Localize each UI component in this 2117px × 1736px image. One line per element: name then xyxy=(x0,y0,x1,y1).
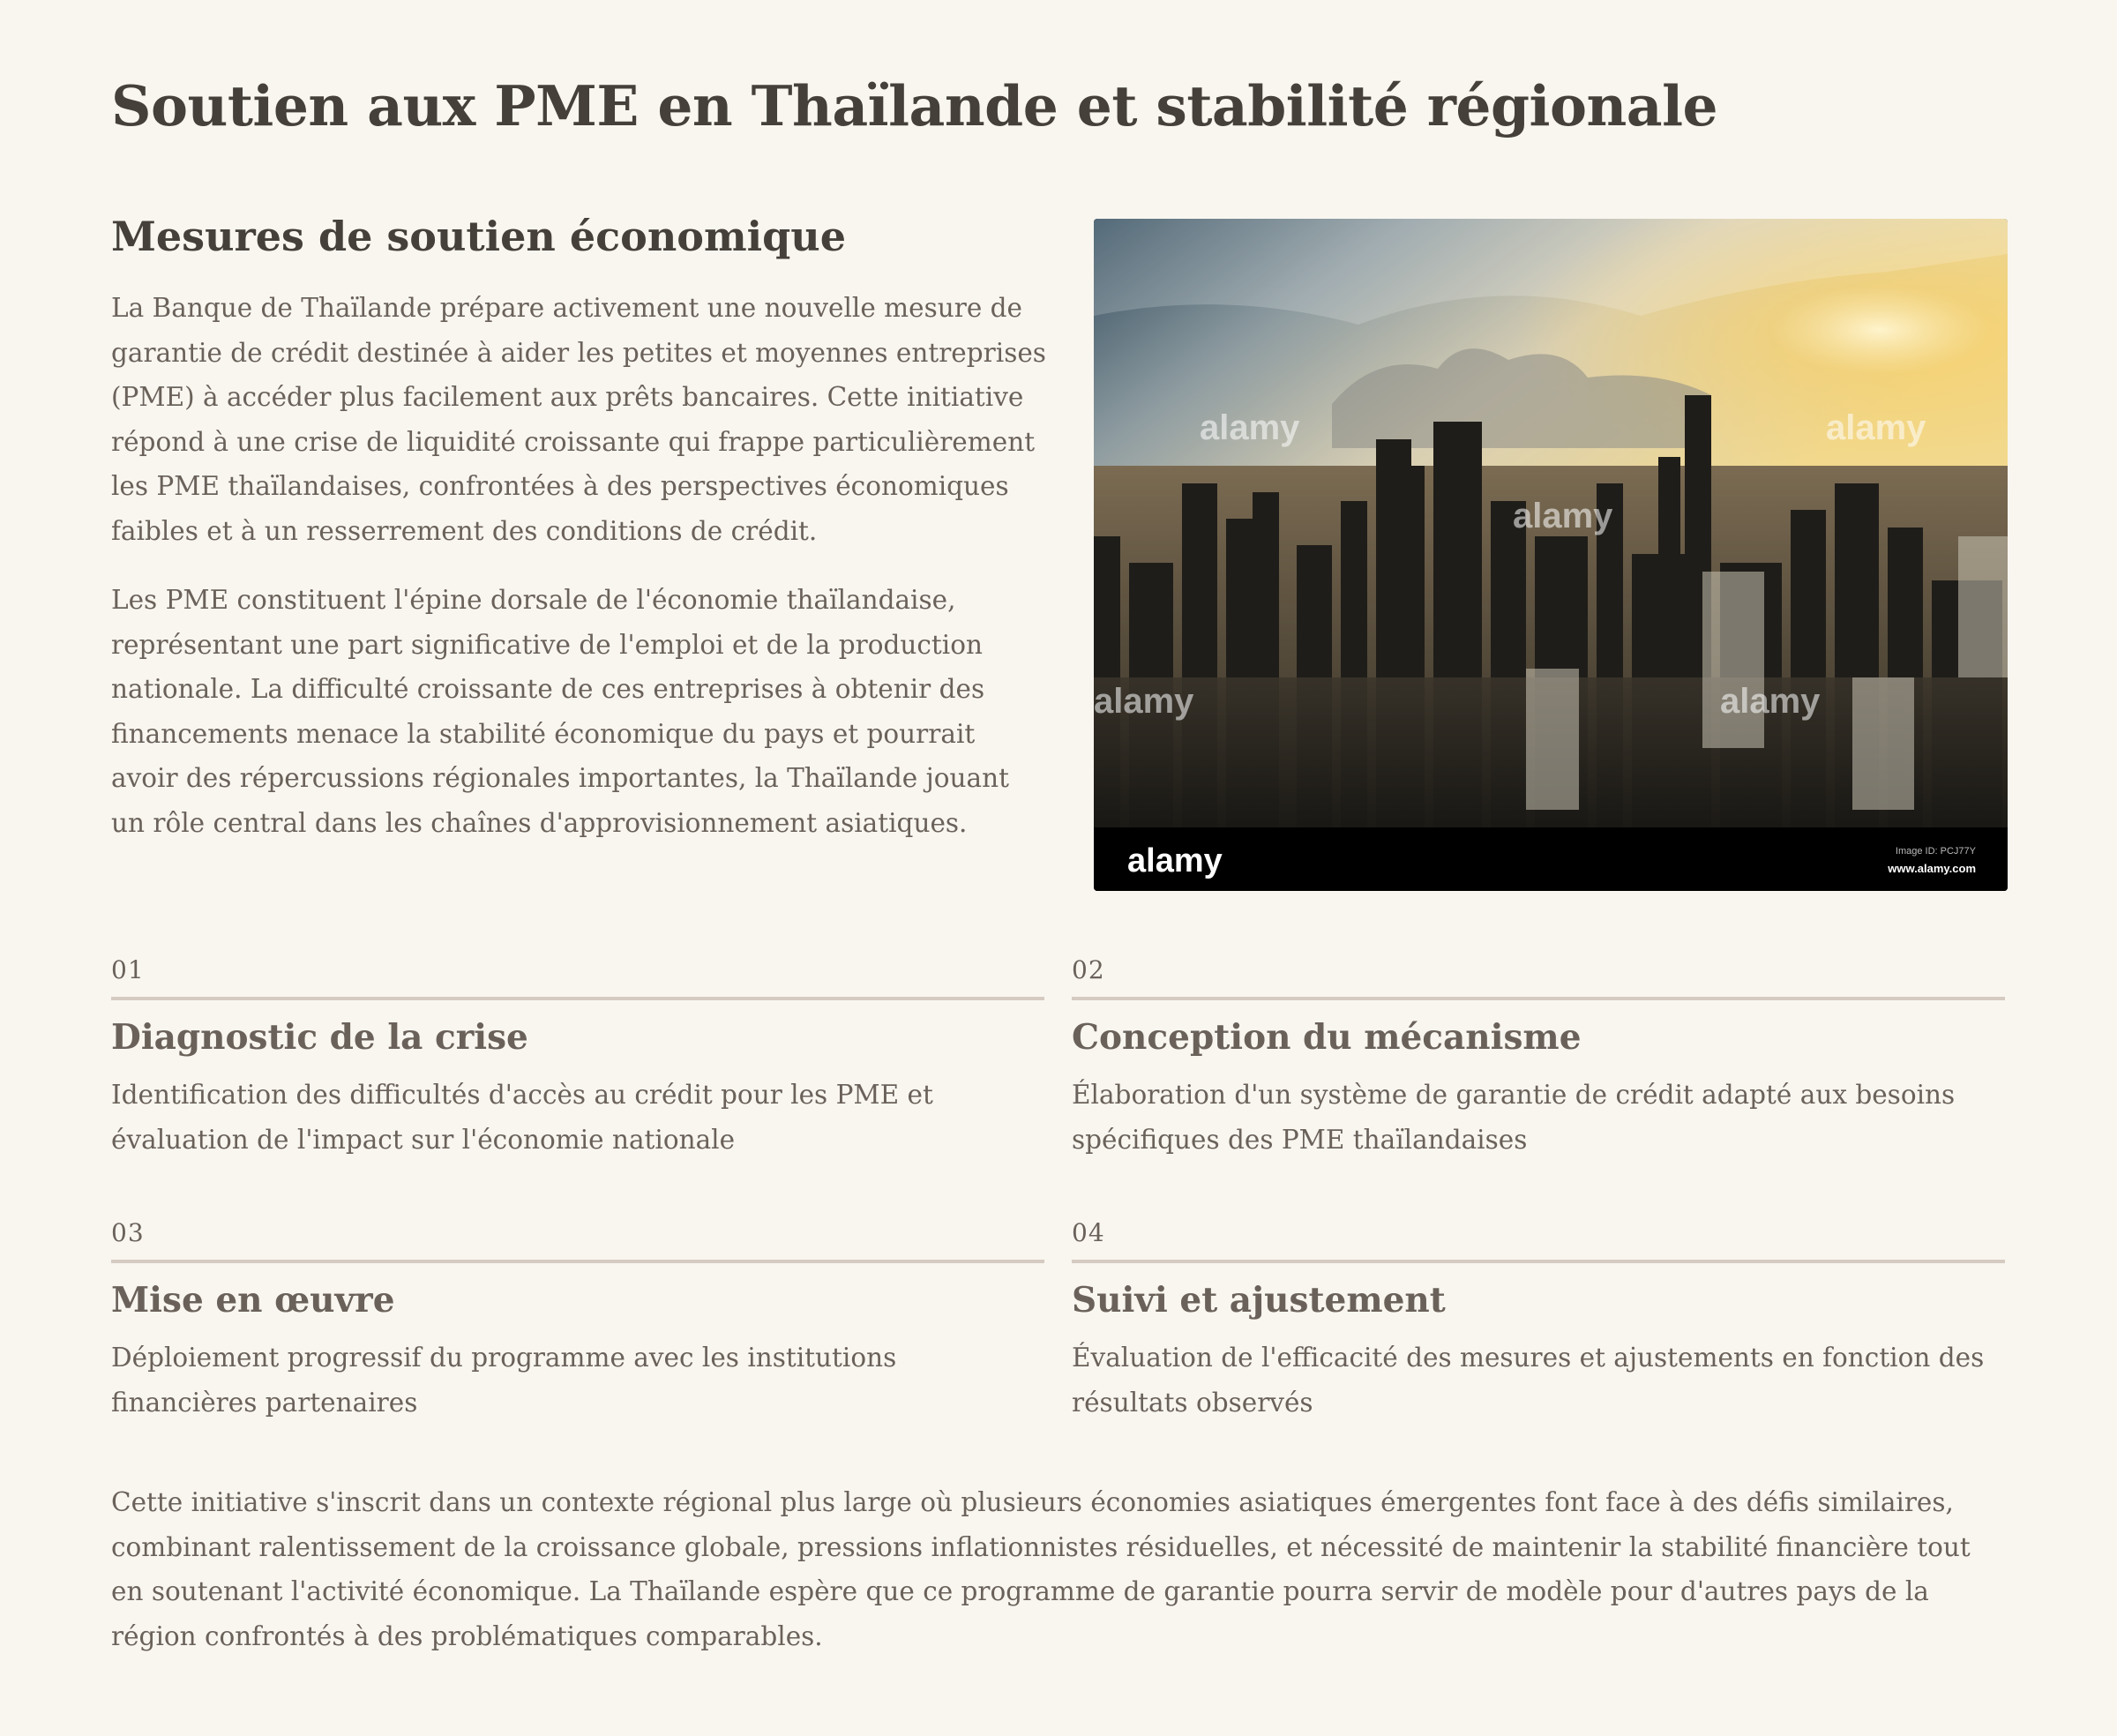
step-title: Diagnostic de la crise xyxy=(111,1017,528,1058)
step-divider xyxy=(111,997,1044,1000)
step-number: 01 xyxy=(111,955,145,984)
step-number: 04 xyxy=(1072,1218,1105,1247)
step-1 xyxy=(111,954,1046,1163)
section-heading: Mesures de soutien économique xyxy=(111,213,846,260)
intro-section xyxy=(111,208,1046,845)
photo-watermark: alamy xyxy=(1127,842,1223,879)
step-divider xyxy=(111,1260,1044,1263)
page-title: Soutien aux PME en Thaïlande et stabilité régionale xyxy=(111,73,1718,138)
photo-site-url: www.alamy.com xyxy=(1888,862,1976,875)
step-4 xyxy=(1072,1217,2007,1425)
intro-paragraph-1: La Banque de Thaïlande prépare activement une nouvelle mesure de garantie de crédit destinée à aider les petites et moyennes entreprises (PME) à accéder plus facilement aux prêts bancaires. Cette initiative répond à une crise de liquidité croissante qui frappe particulièrement les PME thaïlandaises, confrontées à des perspectives économiques faibles et à un resserrement des conditions de crédit. xyxy=(111,293,1046,546)
svg-text:alamy: alamy xyxy=(1094,682,1194,721)
step-description: Élaboration d'un système de garantie de crédit adapté aux besoins spécifiques des PME thaïlandaises xyxy=(1072,1080,1956,1155)
step-number: 03 xyxy=(111,1218,145,1247)
svg-text:alamy: alamy xyxy=(1200,408,1300,447)
step-divider xyxy=(1072,997,2005,1000)
svg-text:alamy: alamy xyxy=(1720,682,1821,721)
step-title: Mise en œuvre xyxy=(111,1280,395,1321)
intro-paragraph-2: Les PME constituent l'épine dorsale de l'économie thaïlandaise, représentant une part significative de l'emploi et de la production nationale. La difficulté croissante de ces entreprises à obtenir des financements menace la stabilité économique du pays et pourrait avoir des répercussions régionales importantes, la Thaïlande jouant un rôle central dans les chaînes d'approvisionnement asiatiques. xyxy=(111,585,1009,838)
bangkok-skyline-photo xyxy=(1094,219,2008,891)
step-title: Suivi et ajustement xyxy=(1072,1280,1446,1321)
step-divider xyxy=(1072,1260,2005,1263)
step-description: Évaluation de l'efficacité des mesures et ajustements en fonction des résultats observés xyxy=(1072,1343,1985,1418)
step-2 xyxy=(1072,954,2007,1163)
photo-image-id: Image ID: PCJ77Y xyxy=(1895,846,1976,857)
step-description: Identification des difficultés d'accès au crédit pour les PME et évaluation de l'impact sur l'économie nationale xyxy=(111,1080,933,1155)
closing-paragraph: Cette initiative s'inscrit dans un contexte régional plus large où plusieurs économies asiatiques émergentes font face à des défis similaires, combinant ralentissement de la croissance globale, pressions inflationnistes résiduelles, et nécessité de maintenir la stabilité financière tout en soutenant l'activité économique. La Thaïlande espère que ce programme de garantie pourra servir de modèle pour d'autres pays de la région confrontés à des problématiques comparables. xyxy=(111,1487,1971,1651)
svg-text:alamy: alamy xyxy=(1513,497,1613,535)
svg-text:alamy: alamy xyxy=(1826,408,1926,447)
step-3 xyxy=(111,1217,1046,1425)
step-description: Déploiement progressif du programme avec les institutions financières partenaires xyxy=(111,1343,897,1418)
step-title: Conception du mécanisme xyxy=(1072,1017,1582,1058)
step-number: 02 xyxy=(1072,955,1105,984)
